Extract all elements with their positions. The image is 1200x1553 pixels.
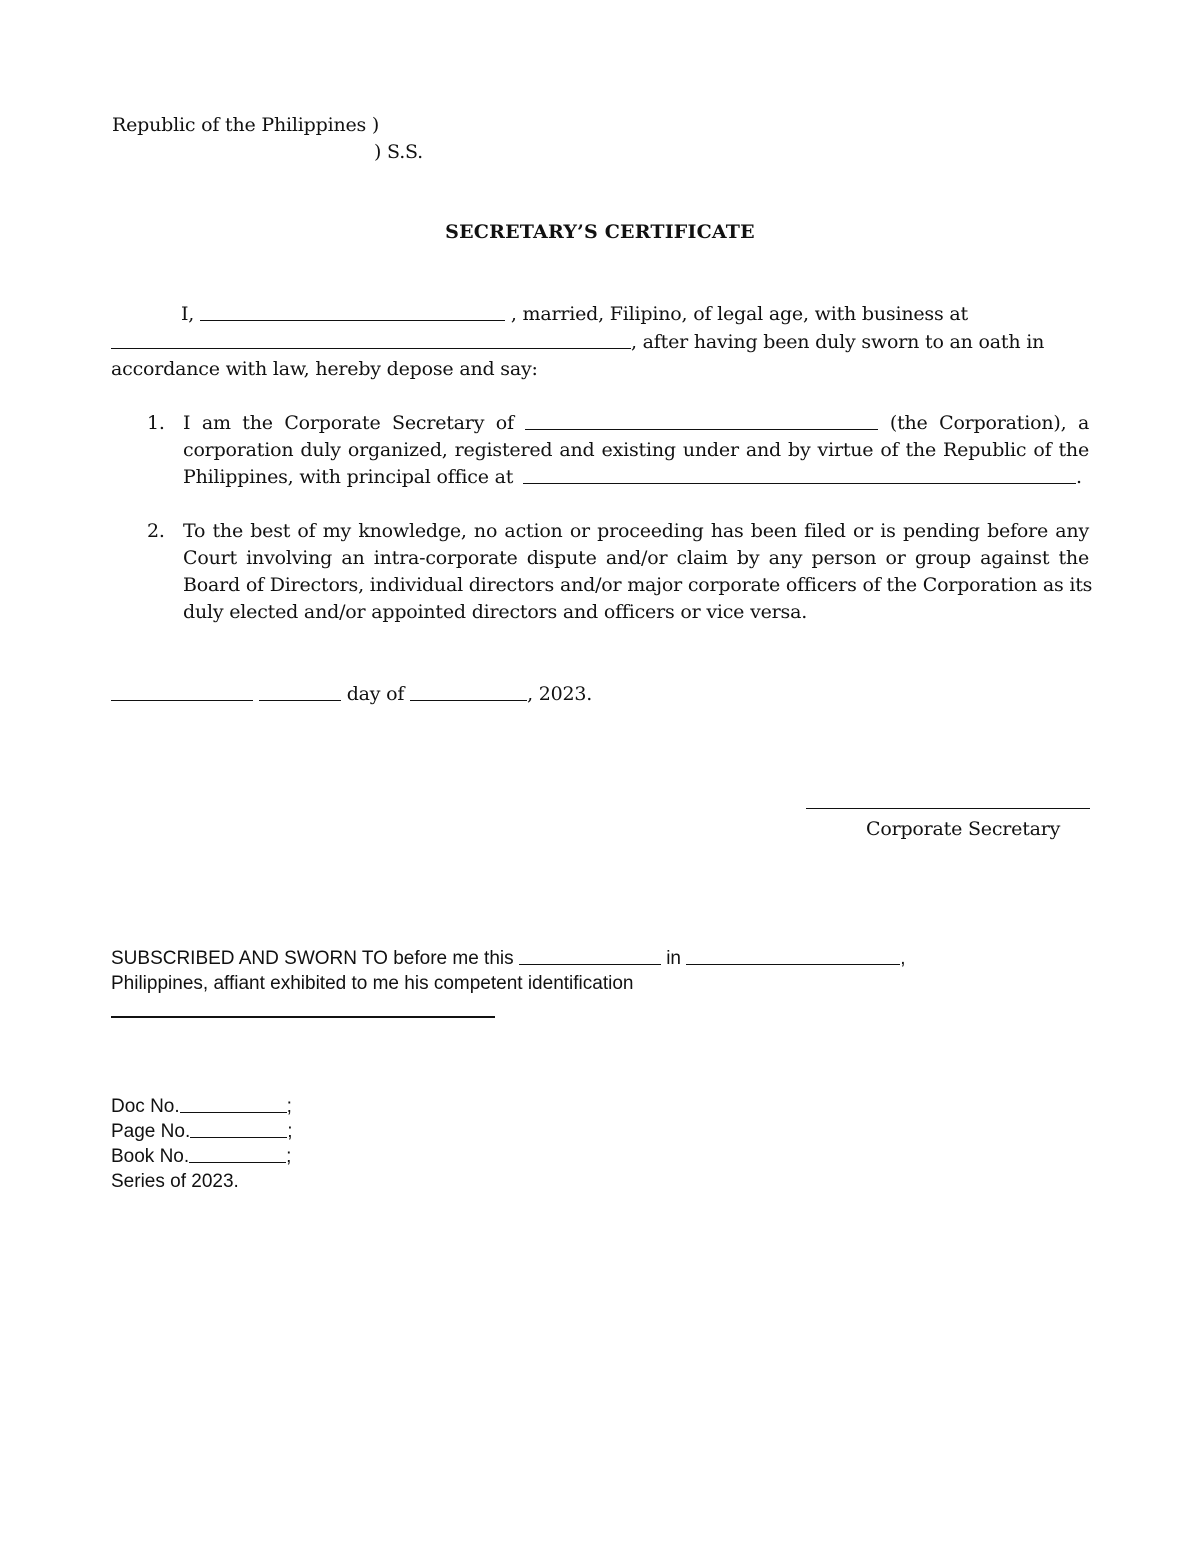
venue-ss: ) S.S. xyxy=(374,141,424,163)
item-1-word: of xyxy=(495,412,514,434)
item-1-word: I xyxy=(183,412,191,434)
corporation-name-blank[interactable] xyxy=(525,411,878,430)
semicolon: ; xyxy=(286,1096,292,1117)
item-2-line-1: To the best of my knowledge, no action or proceeding has been filed or is pending before any xyxy=(183,520,1089,542)
signature-label: Corporate Secretary xyxy=(866,818,1061,840)
date-day-blank[interactable] xyxy=(259,682,341,701)
page-no-label: Page No. xyxy=(111,1121,191,1142)
signature-line[interactable] xyxy=(806,808,1090,809)
item-2-number: 2. xyxy=(147,520,165,542)
affiant-name-blank[interactable] xyxy=(200,302,505,321)
jurat-line-1 xyxy=(111,946,906,971)
item-1-number: 1. xyxy=(147,412,165,434)
date-month-blank[interactable] xyxy=(410,682,527,701)
day-of-text: day of xyxy=(346,683,405,705)
page-no-line xyxy=(111,1119,293,1144)
identification-blank[interactable] xyxy=(111,1016,495,1018)
item-1-period: . xyxy=(1076,466,1082,488)
item-2-line-2: Court involving an intra-corporate dispute and/or claim by any person or group against the xyxy=(183,547,1089,569)
intro-line-2 xyxy=(111,329,1044,356)
jurat-line-2: Philippines, affiant exhibited to me his competent identification xyxy=(111,973,634,994)
item-2-line-4: duly elected and/or appointed directors and officers or vice versa. xyxy=(183,601,808,623)
intro-line-3: accordance with law, hereby depose and say: xyxy=(111,358,538,380)
book-no-line xyxy=(111,1144,291,1169)
intro-line-1 xyxy=(181,301,968,328)
item-1-word: Corporation), xyxy=(939,412,1067,434)
item-1-line-3-text: Philippines, with principal office at xyxy=(183,466,514,488)
jurat-in: in xyxy=(666,948,681,969)
item-1-word: Secretary xyxy=(392,412,485,434)
intro-line-2-text: , after having been duly sworn to an oath in xyxy=(631,331,1045,353)
principal-office-blank[interactable] xyxy=(523,465,1076,484)
item-1-line-1 xyxy=(183,410,1089,437)
item-2-line-3: Board of Directors, individual directors and/or major corporate officers of the Corporation as its xyxy=(183,574,1093,596)
intro-line-1-text: , married, Filipino, of legal age, with business at xyxy=(510,303,968,325)
year-text: , 2023. xyxy=(527,683,593,705)
item-1-word: am xyxy=(201,412,231,434)
item-1-word: (the xyxy=(889,412,928,434)
venue-line: Republic of the Philippines ) xyxy=(112,114,380,136)
jurat-comma: , xyxy=(900,948,906,969)
item-1-word: a xyxy=(1077,412,1090,434)
document-title: SECRETARY’S CERTIFICATE xyxy=(445,221,755,243)
book-no-blank[interactable] xyxy=(189,1145,286,1163)
business-address-blank[interactable] xyxy=(111,330,631,349)
jurat-date-blank[interactable] xyxy=(519,947,661,965)
jurat-text: SUBSCRIBED AND SWORN TO before me this xyxy=(111,948,514,969)
date-place-blank[interactable] xyxy=(111,682,253,701)
jurat-place-blank[interactable] xyxy=(686,947,900,965)
date-line xyxy=(111,681,592,708)
doc-no-label: Doc No. xyxy=(111,1096,180,1117)
semicolon: ; xyxy=(286,1146,292,1167)
semicolon: ; xyxy=(287,1121,293,1142)
page-no-blank[interactable] xyxy=(190,1120,287,1138)
doc-no-blank[interactable] xyxy=(180,1095,287,1113)
series-line: Series of 2023. xyxy=(111,1171,239,1192)
doc-no-line xyxy=(111,1094,292,1119)
intro-i: I, xyxy=(181,303,195,325)
item-1-word: the xyxy=(242,412,273,434)
item-1-word: Corporate xyxy=(284,412,381,434)
item-1-line-2: corporation duly organized, registered and existing under and by virtue of the Republic of the xyxy=(183,439,1089,461)
item-1-line-3 xyxy=(183,464,1082,491)
book-no-label: Book No. xyxy=(111,1146,190,1167)
